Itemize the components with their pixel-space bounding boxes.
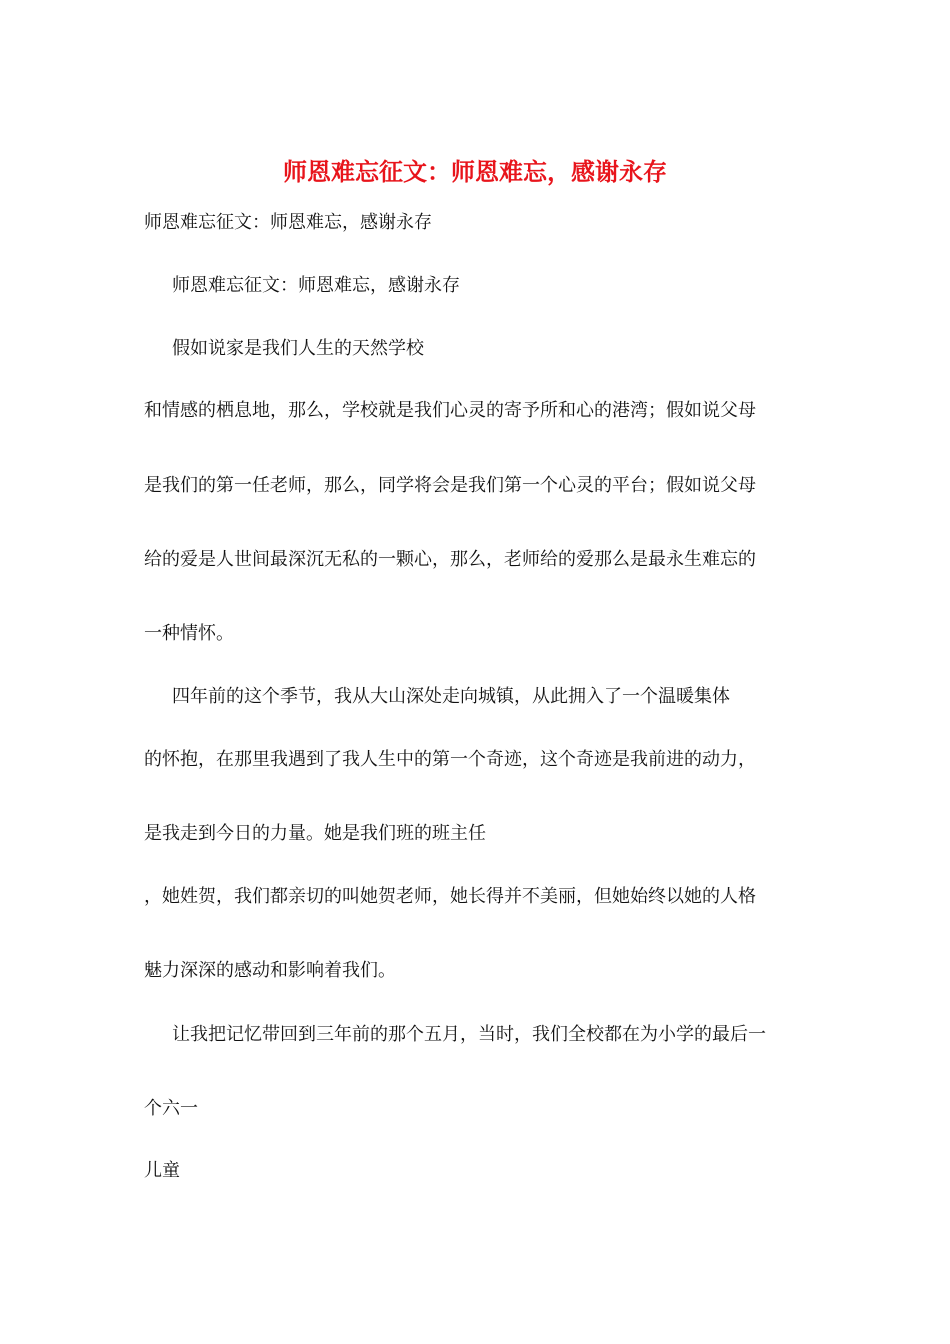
text-line: 让我把记忆带回到三年前的那个五月，当时，我们全校都在为小学的最后一 — [172, 1024, 766, 1045]
text-line: 是我走到今日的力量。她是我们班的班主任 — [144, 823, 486, 844]
text-line: 四年前的这个季节，我从大山深处走向城镇，从此拥入了一个温暖集体 — [172, 686, 730, 707]
text-line: 师恩难忘征文：师恩难忘，感谢永存 — [172, 275, 460, 296]
text-line: 是我们的第一任老师，那么，同学将会是我们第一个心灵的平台；假如说父母 — [144, 475, 756, 496]
text-line: 个六一 — [144, 1098, 198, 1119]
document-title: 师恩难忘征文：师恩难忘，感谢永存 — [283, 157, 667, 186]
text-line: 儿童 — [144, 1160, 180, 1181]
text-line: 师恩难忘征文：师恩难忘，感谢永存 — [144, 212, 432, 233]
text-line: 给的爱是人世间最深沉无私的一颗心，那么，老师给的爱那么是最永生难忘的 — [144, 549, 756, 570]
text-line: 假如说家是我们人生的天然学校 — [172, 338, 424, 359]
text-line: ，她姓贺，我们都亲切的叫她贺老师，她长得并不美丽，但她始终以她的人格 — [144, 886, 756, 907]
text-line: 和情感的栖息地，那么，学校就是我们心灵的寄予所和心的港湾；假如说父母 — [144, 400, 756, 421]
text-line: 一种情怀。 — [144, 623, 234, 644]
text-line: 的怀抱，在那里我遇到了我人生中的第一个奇迹，这个奇迹是我前进的动力， — [144, 749, 756, 770]
text-line: 魅力深深的感动和影响着我们。 — [144, 960, 396, 981]
